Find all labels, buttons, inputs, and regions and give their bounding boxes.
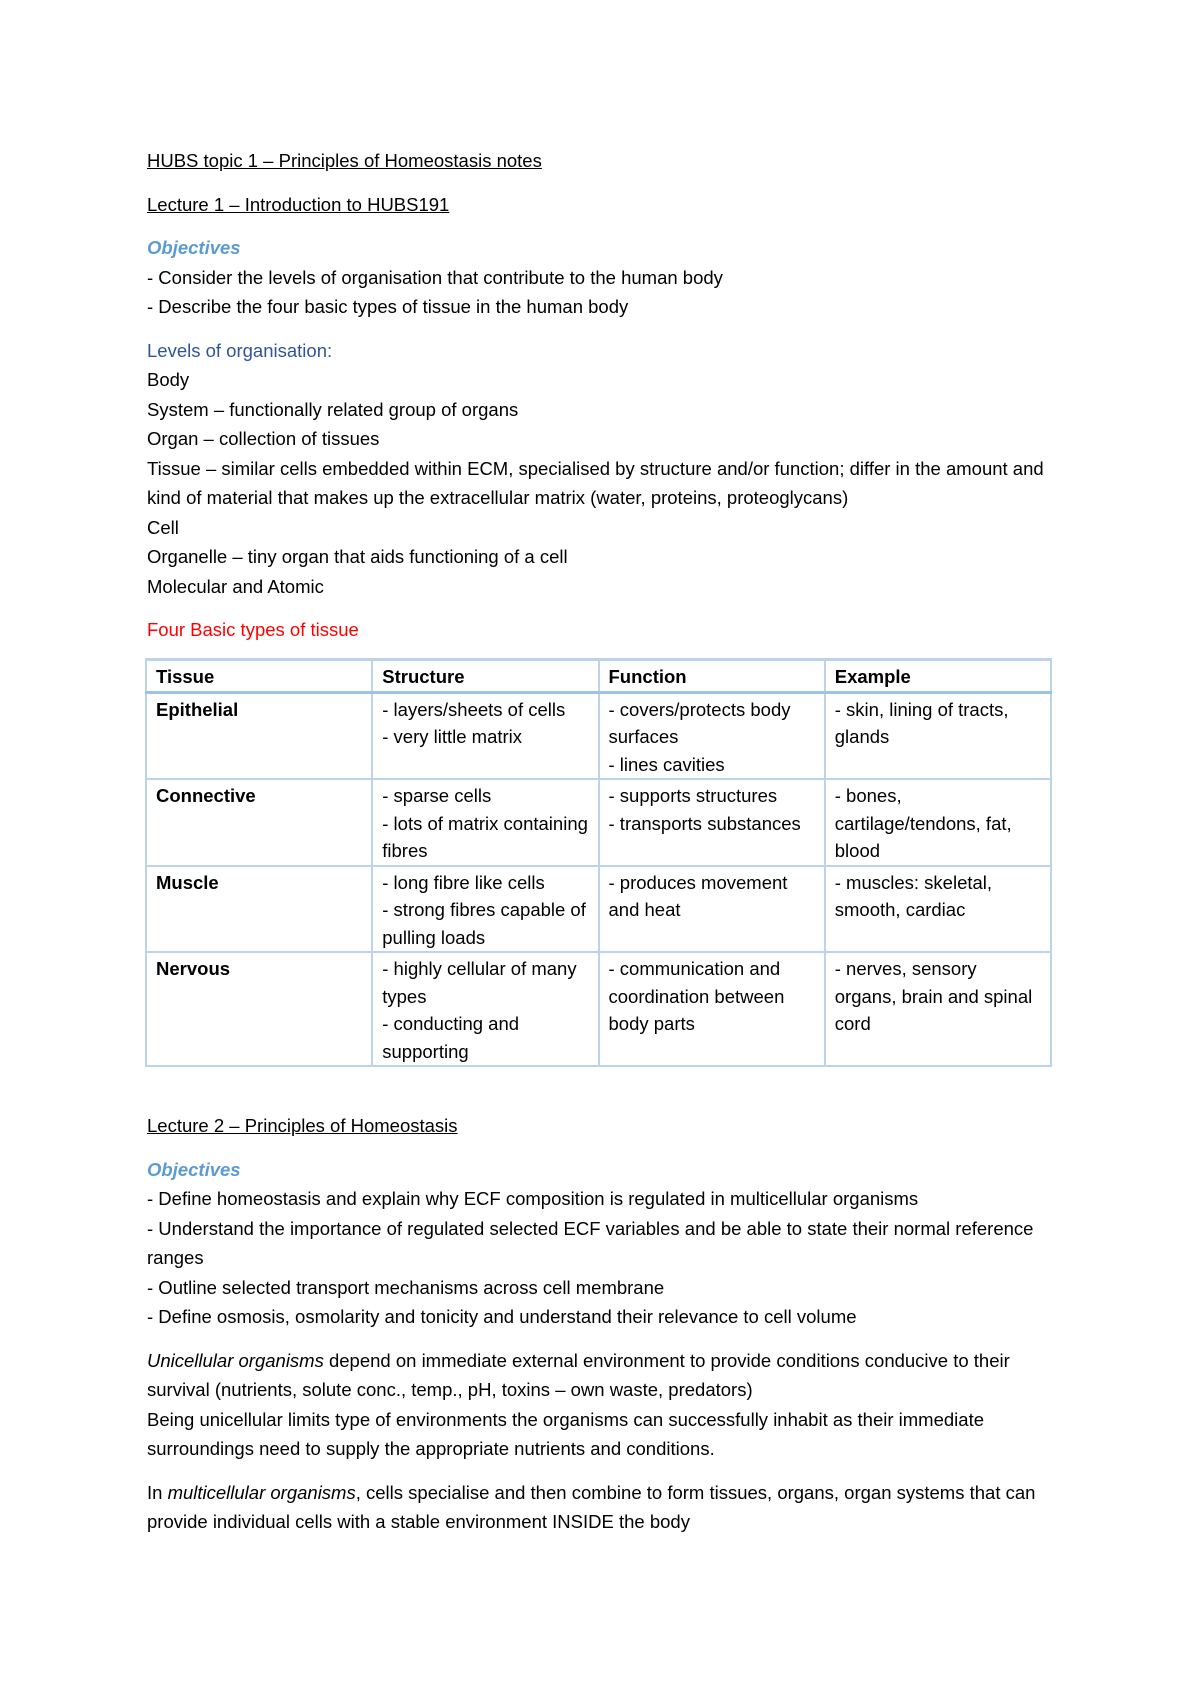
tissue-types-heading: Four Basic types of tissue (147, 619, 359, 640)
level-item: Molecular and Atomic (147, 575, 324, 597)
lecture-2-objectives-label: Objectives (147, 1158, 241, 1180)
function-cell (599, 692, 825, 779)
table-header-cell: Example (825, 659, 1051, 692)
table-row (146, 952, 1051, 1066)
structure-cell (372, 866, 598, 953)
cell-line: - very little matrix (382, 726, 523, 747)
table-header-row (146, 659, 1051, 692)
lecture-2-heading: Lecture 2 – Principles of Homeostasis (147, 1115, 458, 1136)
example-cell (825, 779, 1051, 866)
example-cell (825, 692, 1051, 779)
table-row (146, 779, 1051, 866)
lecture-2-objective: - Outline selected transport mechanisms across cell membrane (147, 1276, 665, 1298)
lecture-1-objectives-label: Objectives (147, 237, 241, 258)
structure-cell (372, 692, 598, 779)
table-header-cell: Tissue (146, 659, 372, 692)
multicellular-term: multicellular organisms (167, 1481, 356, 1503)
cell-line: - skin, lining of tracts, glands (834, 698, 1009, 747)
unicellular-term: Unicellular organisms (147, 1349, 324, 1371)
multicellular-paragraph (147, 1478, 1052, 1537)
cell-line: - lots of matrix containing fibres (382, 812, 588, 861)
level-item: Tissue – similar cells embedded within ECM, specialised by structure and/or function; differ in the amount and kind of material that makes up the extracellular matrix (water, proteins, proteoglycans) (147, 457, 1044, 508)
document-page (147, 146, 1052, 1537)
cell-line: - transports substances (608, 812, 801, 834)
lecture-1-objective: - Describe the four basic types of tissue in the human body (147, 296, 629, 317)
cell-line: - lines cavities (608, 753, 725, 775)
cell-line: - highly cellular of many types (382, 958, 577, 1007)
cell-line: - sparse cells (382, 785, 492, 806)
tissue-name-cell: Nervous (146, 952, 372, 1066)
document-title: HUBS topic 1 – Principles of Homeostasis notes (147, 150, 542, 171)
cell-line: - long fibre like cells (382, 871, 545, 893)
tissue-name-cell: Connective (146, 779, 372, 866)
levels-heading: Levels of organisation: (147, 339, 333, 361)
example-cell (825, 866, 1051, 953)
multicellular-prefix: In (147, 1481, 168, 1503)
tissue-name-cell: Epithelial (146, 692, 372, 779)
structure-cell (372, 952, 598, 1066)
level-item: Body (147, 369, 190, 390)
cell-line: - nerves, sensory organs, brain and spinal cord (834, 958, 1033, 1034)
unicellular-paragraph (147, 1346, 1052, 1405)
cell-line: - conducting and supporting (382, 1013, 520, 1062)
cell-line: - strong fibres capable of pulling loads (382, 899, 586, 948)
table-row (146, 692, 1051, 779)
example-cell (825, 952, 1051, 1066)
lecture-2-objective: - Understand the importance of regulated selected ECF variables and be able to state their normal reference ranges (147, 1217, 1034, 1268)
structure-cell (372, 779, 598, 866)
unicellular-limits-paragraph: Being unicellular limits type of environments the organisms can successfully inhabit as their immediate surroundings need to supply the appropriate nutrients and conditions. (147, 1408, 984, 1459)
level-item: Organelle – tiny organ that aids functioning of a cell (147, 546, 568, 567)
function-cell (599, 779, 825, 866)
table-header-cell: Structure (372, 659, 598, 692)
function-cell (599, 952, 825, 1066)
cell-line: - communication and coordination between body parts (608, 958, 785, 1034)
cell-line: - bones, cartilage/tendons, fat, blood (834, 785, 1012, 861)
function-cell (599, 866, 825, 953)
cell-line: - produces movement and heat (608, 871, 788, 920)
level-item: Organ – collection of tissues (147, 428, 380, 449)
table-row (146, 866, 1051, 953)
lecture-2-objective: - Define osmosis, osmolarity and tonicity and understand their relevance to cell volume (147, 1306, 857, 1327)
tissue-name-cell: Muscle (146, 866, 372, 953)
table-header-cell: Function (599, 659, 825, 692)
cell-line: - supports structures (608, 785, 778, 806)
tissue-table (145, 658, 1052, 1068)
unicellular-text: depend on immediate external environment to provide conditions conducive to their survival (nutrients, solute conc., temp., pH, toxins – own waste, predators) (147, 1349, 1010, 1400)
level-item: Cell (147, 516, 179, 538)
cell-line: - layers/sheets of cells (382, 698, 566, 720)
lecture-1-heading: Lecture 1 – Introduction to HUBS191 (147, 193, 450, 215)
cell-line: - covers/protects body surfaces (608, 698, 791, 747)
lecture-2-objective: - Define homeostasis and explain why ECF composition is regulated in multicellular organisms (147, 1188, 919, 1209)
cell-line: - muscles: skeletal, smooth, cardiac (834, 871, 993, 920)
multicellular-text: , cells specialise and then combine to form tissues, organs, organ systems that can provide individual cells with a stable environment INSIDE the body (147, 1481, 1036, 1532)
lecture-1-objective: - Consider the levels of organisation that contribute to the human body (147, 266, 723, 288)
level-item: System – functionally related group of organs (147, 398, 519, 420)
